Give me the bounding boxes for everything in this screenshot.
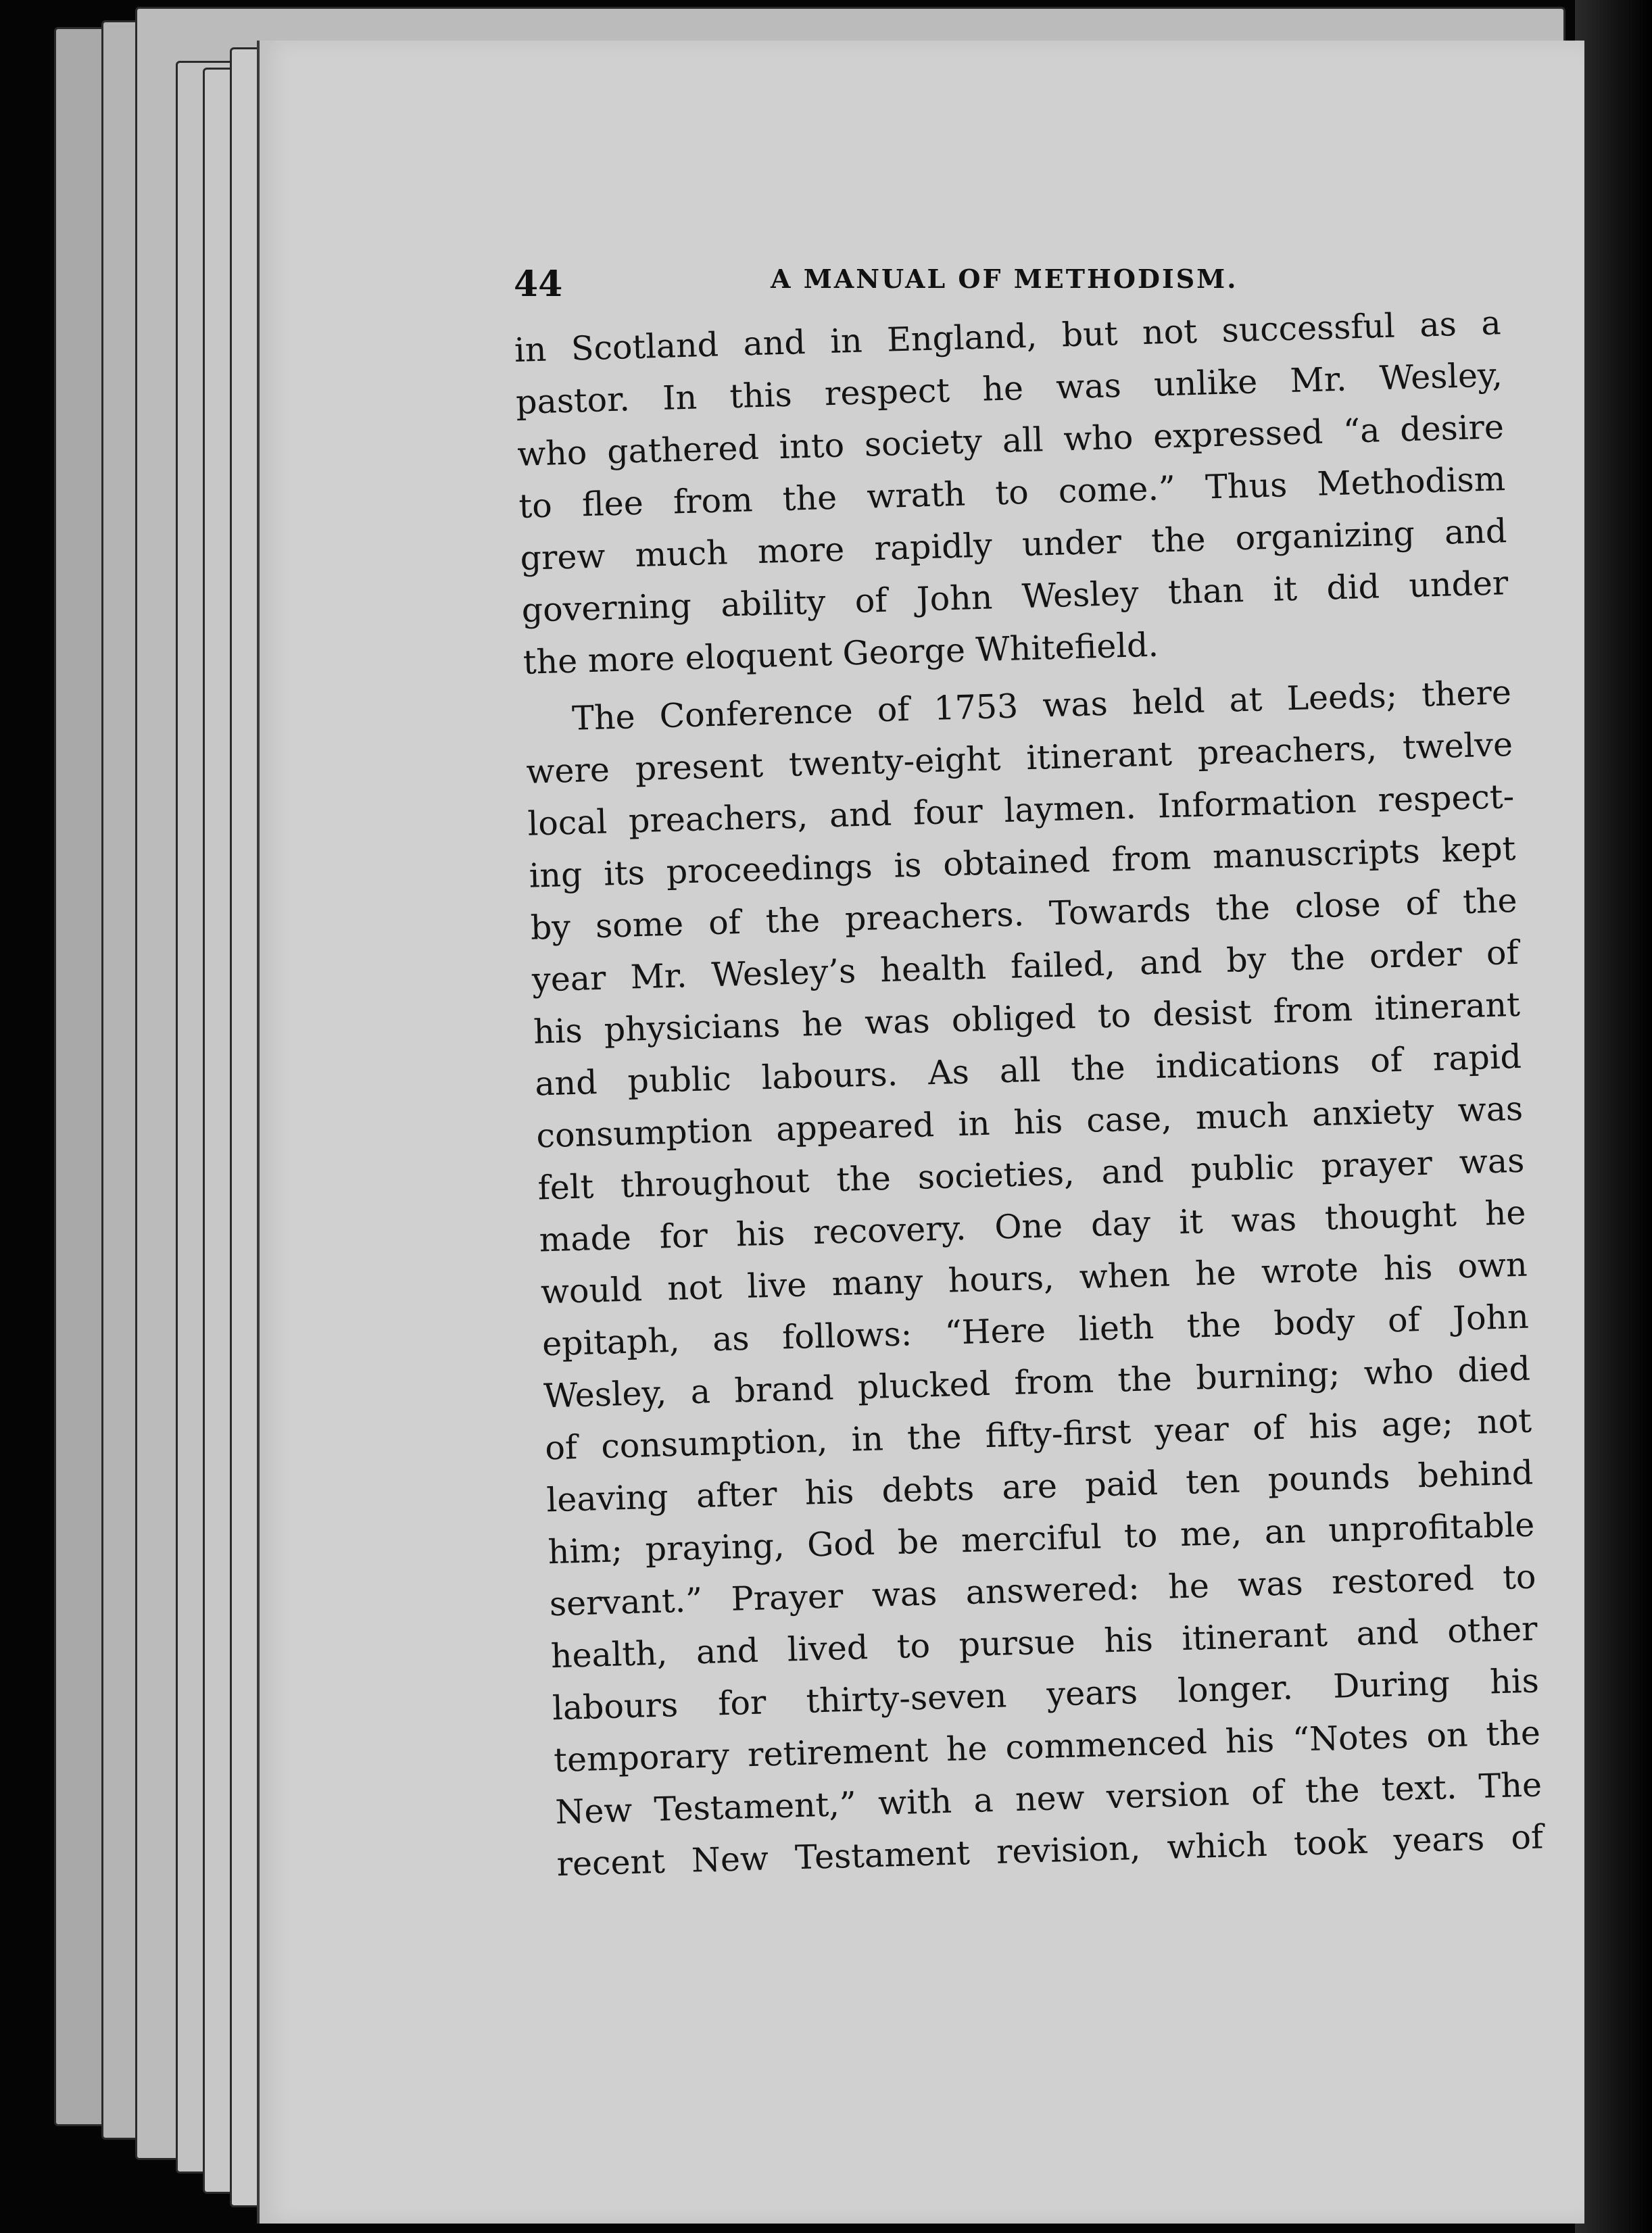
text-line: epitaph, as follows: “Here lieth the body of John (541, 1297, 1530, 1364)
text-line: in Scotland and in England, but not successful as a (514, 303, 1502, 370)
text-line: temporary retirement he commenced his “Notes on the (553, 1713, 1541, 1780)
text-line: him; praying, God be merciful to me, an unprofitable (547, 1505, 1535, 1572)
text-line: New Testament,” with a new version of the text. The (554, 1765, 1542, 1832)
text-line: Wesley, a brand plucked from the burning; who died (543, 1349, 1531, 1416)
text-line: by some of the preachers. Towards the close of the (530, 881, 1518, 948)
text-line: servant.” Prayer was answered: he was restored to (549, 1557, 1537, 1624)
running-head: A MANUAL OF METHODISM. (771, 264, 1238, 294)
text-line: would not live many hours, when he wrote his own (540, 1245, 1528, 1312)
text-line: The Conference of 1753 was held at Leeds; there (571, 673, 1512, 738)
text-line: his physicians he was obliged to desist from itinerant (533, 985, 1521, 1052)
text-line: governing ability of John Wesley than it did under (521, 564, 1509, 630)
text-line: recent New Testament revision, which took years of (556, 1817, 1544, 1884)
text-line: year Mr. Wesley’s health failed, and by the order of (531, 933, 1520, 1000)
text-line: and public labours. As all the indications of rapid (534, 1037, 1522, 1104)
text-line: to flee from the wrath to come.” Thus Methodism (518, 460, 1506, 526)
text-line: made for his recovery. One day it was thought he (539, 1193, 1527, 1260)
text-line: pastor. In this respect he was unlike Mr. Wesley, (515, 355, 1503, 422)
body-text (514, 297, 1544, 1890)
text-line: the more eloquent George Whitefield. (523, 625, 1159, 682)
text-line: ing its proceedings is obtained from manuscripts kept (529, 829, 1517, 895)
text-line: consumption appeared in his case, much anxiety was (535, 1089, 1524, 1156)
text-line: grew much more rapidly under the organizing and (519, 512, 1507, 578)
text-line: labours for thirty-seven years longer. During his (552, 1661, 1540, 1728)
text-line: leaving after his debts are paid ten pounds behind (545, 1453, 1534, 1520)
text-line: health, and lived to pursue his itinerant and other (550, 1609, 1538, 1676)
text-line: felt throughout the societies, and public prayer was (537, 1141, 1525, 1208)
text-line: were present twenty-eight itinerant preachers, twelve (525, 725, 1513, 791)
text-line: of consumption, in the fifty-first year of his age; not (544, 1401, 1532, 1468)
page-number: 44 (514, 264, 563, 305)
text-line: local preachers, and four laymen. Information respect- (527, 777, 1515, 843)
book-binding (1575, 0, 1652, 2233)
text-line: who gathered into society all who expressed “a desire (516, 408, 1505, 474)
